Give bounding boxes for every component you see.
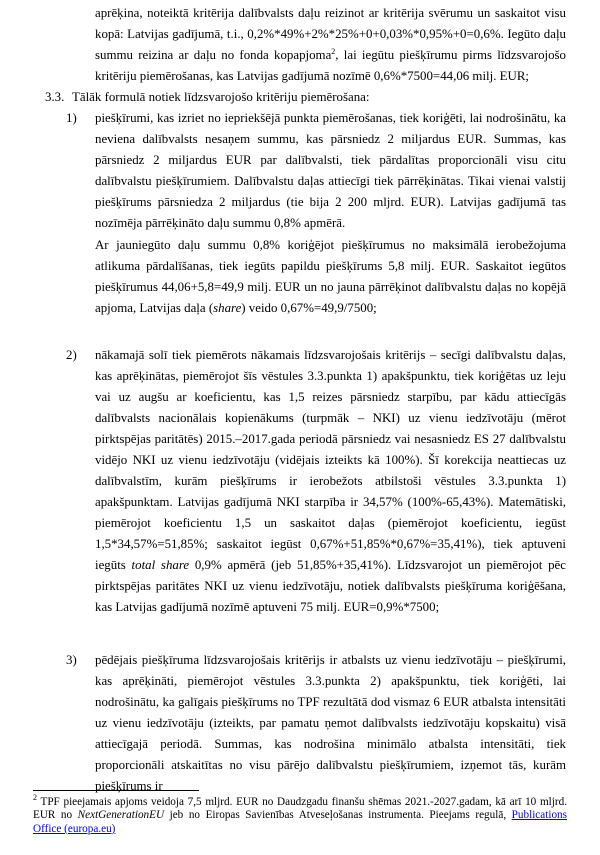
item1-p2-text-cont: ) veido 0,67%=49,9/7500; (241, 301, 377, 315)
italic-term: NextGenerationEU (77, 809, 165, 822)
section-text: Tālāk formulā notiek līdzsvarojošo kritēriju piemērošana: (72, 90, 370, 104)
footnote-ref[interactable]: 2 (331, 47, 336, 56)
footnote (33, 793, 567, 836)
intro-text: aprēķina, noteiktā kritērija dalībvalsts daļu reizinot ar kritērija svērumu un saskaitot visu kopā: Latvijas gadījumā, t.i., 0,2%*49%+2%*25%+0+0,03%*0,95%+0=0,6%. Iegūto daļu summu reizina ar daļu no fonda kopapjoma (95, 6, 566, 62)
intro-text-cont: , lai iegūtu piešķīrumu pirms līdzsvarojošo kritēriju piemērošanas, kas Latvijas gadījumā nozīmē 0,6%*7500=44,06 milj. EUR; (95, 48, 567, 83)
item2-text (95, 345, 566, 618)
item3-number: 3) (66, 653, 77, 667)
item1-text: piešķīrumi, kas izriet no iepriekšējā punkta piemērošanas, tiek koriģēti, lai nodrošinātu, ka neviena dalībvalsts nesaņem summu, kas pārsniedz 2 miljardus EUR. Summas, kas pārsniedz 2 miljardus EUR par dalībvalsti, tiek pārdalītas proporcionāli visu citu dalībvalstu piešķīrumiem. Dalībvalstu daļas attiecīgi tiek pārrēķinātas. Tikai vienai valstij piešķīrums pārsniedza 2 miljardus (tie bija 2 200 mljrd. EUR). Latvijas gadījumā tas nozīmēja pārrēķināto daļu summu 0,8% apmērā. (95, 111, 566, 230)
item2-text-a: nākamajā solī tiek piemērots nākamais līdzsvarojošais kritērijs – secīgi dalībvalstu daļas, kas aprēķinātas, piemērojot šīs vēstules 3.3.punkta 1) apakšpunktu, tiek koriģētas uz leju vai uz augšu ar koeficientu, kas 1,5 reizes pārsniedz starpību, par kādu attiecīgās dalībvalsts nacionālais kopienākums (turpmāk – NKI) uz vienu iedzīvotāju (mērot pirktspējas paritātēs) 2015.–2017.gada periodā pārsniedz vai nesasniedz ES 27 dalībvalstu vidējo NKI uz vienu iedzīvotāju (vidējais izteikts kā 100%). Šī korekcija neattiecas uz dalībvalstīm, kurām piešķīrums ir ierobežots atbilstoši vēstules 3.3.punkta 1) apakšpunktam. Latvijas gadījumā NKI starpība ir 34,57% (100%-65,43%). Matemātiski, piemērojot koeficientu 1,5 un saskaitot daļas (piemērojot koeficientu, iegūst 1,5*34,57%=51,85%; saskaitot iegūst 0,67%+51,85%*0,67%=35,41%), tiek aptuveni iegūts (95, 348, 566, 572)
item1-number: 1) (66, 111, 77, 125)
publications-office-link[interactable]: Publications Office (europa.eu) (33, 809, 567, 835)
italic-term: share (213, 301, 242, 315)
item1-p2-text: Ar jauniegūto daļu summu 0,8% koriģējot piešķīrumus no maksimālā ierobežojuma atlikuma pārdalīšanas, tiek iegūts papildu piešķīrums 5,8 milj. EUR. Saskaitot iegūtos piešķīrumus 44,06+5,8=49,9 milj. EUR un no jauna pārrēķinot dalībvalstu daļas no kopējā apjoma, Latvijas daļa ( (95, 238, 566, 315)
footnote-text: TPF pieejamais apjoms veidoja 7,5 mljrd. EUR no Daudzgadu finanšu shēmas 2021.-2027.gadam, kā arī 10 mljrd. EUR no (33, 796, 567, 822)
item1-paragraph2 (95, 235, 566, 319)
italic-term: total share (131, 558, 190, 572)
item2-number: 2) (66, 348, 77, 362)
footnote-mark: 2 (33, 793, 37, 802)
item3-text: pēdējais piešķīruma līdzsvarojošais kritērijs ir atbalsts uz vienu iedzīvotāju – piešķīrumi, kas aprēķināti, piemērojot vēstules 3.3.punkta 2) apakšpunktu, tiek koriģēti, lai nodrošinātu, ka galīgais piešķīrums no TPF rezultātā dod vismaz 6 EUR atbalsta intensitāti uz vienu iedzīvotāju (izteikts, par pamatu ņemot dalībvalsts iedzīvotāju kopskaitu) visā attiecīgajā periodā. Summas, kas nodrošina minimālo atbalsta intensitāti, tiek proporcionāli atskaitītas no visu pārējo dalībvalstu piešķīrumiem, izņemot tās, kurām piešķīrums ir (95, 653, 566, 793)
section-number: 3.3. (45, 90, 65, 104)
footnote-separator (33, 790, 199, 791)
footnote-text-cont: jeb no Eiropas Savienības Atveseļošanas instrumenta. Pieejams regulā, (164, 809, 512, 822)
intro-paragraph (95, 3, 566, 87)
item2-text-b: 0,9% apmērā (jeb 51,85%+35,41%). Līdzsvarojot un piemērojot pēc pirktspējas paritātes NKI uz vienu iedzīvotāju, notiek dalībvalsts piešķīruma koriģēšana, kas Latvijas gadījumā nozīmē aptuveni 75 milj. EUR=0,9%*7500; (95, 558, 566, 614)
